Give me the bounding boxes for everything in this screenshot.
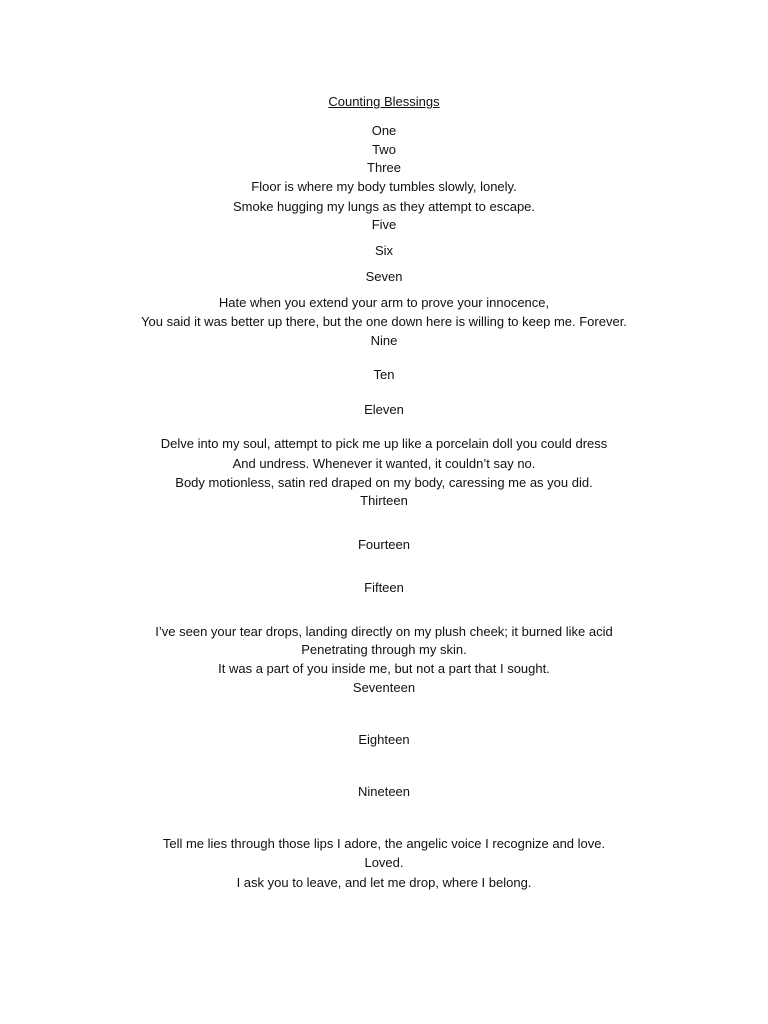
poem-line: Five xyxy=(371,217,397,232)
poem-line: I ask you to leave, and let me drop, where I belong. xyxy=(236,875,532,890)
poem-line: I’ve seen your tear drops, landing directly on my plush cheek; it burned like acid xyxy=(155,624,613,639)
poem-line: Floor is where my body tumbles slowly, lonely. xyxy=(251,179,517,194)
poem-line: Delve into my soul, attempt to pick me up like a porcelain doll you could dress xyxy=(160,436,608,451)
poem-line: Seven xyxy=(365,269,403,284)
poem-line: Thirteen xyxy=(360,493,408,508)
poem-line: Nineteen xyxy=(357,784,411,799)
poem-line: And undress. Whenever it wanted, it couldn’t say no. xyxy=(232,456,536,471)
poem-line: Ten xyxy=(373,367,395,382)
poem-line: One xyxy=(371,123,397,138)
poem-line: Tell me lies through those lips I adore, the angelic voice I recognize and love. xyxy=(162,836,606,851)
poem-line: Seventeen xyxy=(352,680,416,695)
poem-line: Loved. xyxy=(364,855,404,870)
poem-line: Body motionless, satin red draped on my body, caressing me as you did. xyxy=(175,475,593,490)
poem-line: Nine xyxy=(370,333,398,348)
poem-line: Fourteen xyxy=(357,537,411,552)
poem-line: Hate when you extend your arm to prove your innocence, xyxy=(218,295,550,310)
poem-line: Fifteen xyxy=(364,580,404,595)
poem-line: Two xyxy=(372,142,396,157)
poem-line: Smoke hugging my lungs as they attempt to escape. xyxy=(232,199,536,214)
poem-line: Eleven xyxy=(364,402,404,417)
poem-line: Three xyxy=(367,160,401,175)
poem-line: Eighteen xyxy=(358,732,410,747)
poem-line: Six xyxy=(374,243,394,258)
poem-line: You said it was better up there, but the one down here is willing to keep me. Forever. xyxy=(141,314,627,329)
poem-line: It was a part of you inside me, but not a part that I sought. xyxy=(218,661,550,676)
poem-title: Counting Blessings xyxy=(328,94,440,109)
poem-line: Penetrating through my skin. xyxy=(301,642,467,657)
